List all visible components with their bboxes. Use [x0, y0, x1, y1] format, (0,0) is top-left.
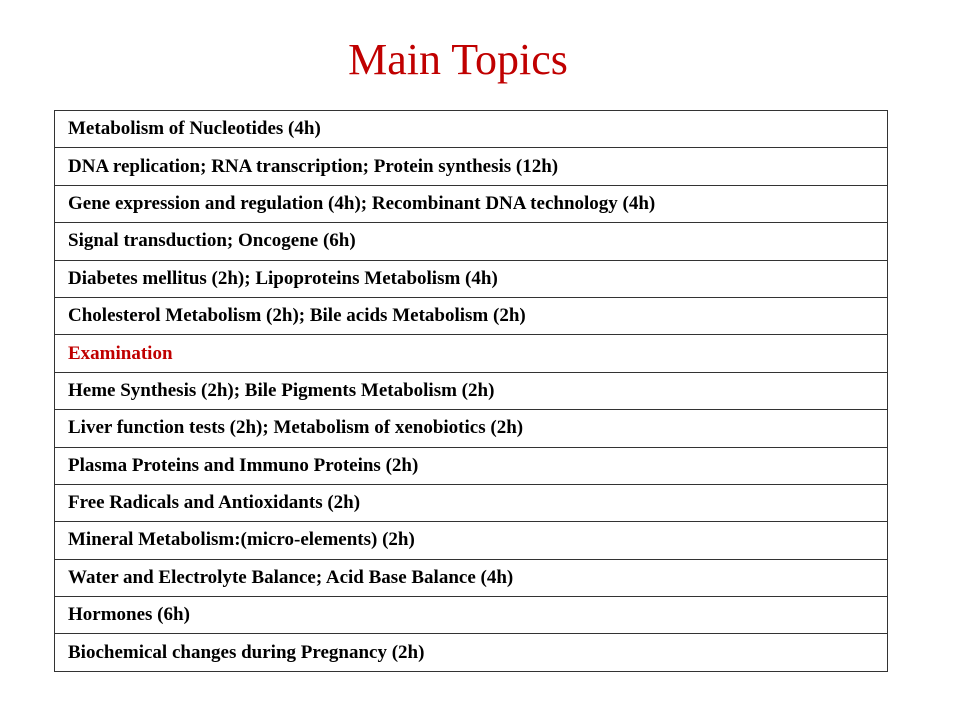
- table-row: [55, 447, 888, 484]
- topic-cell: Heme Synthesis (2h); Bile Pigments Metabolism (2h): [55, 372, 888, 409]
- topic-cell: Plasma Proteins and Immuno Proteins (2h): [55, 447, 888, 484]
- topic-cell: Metabolism of Nucleotides (4h): [55, 111, 888, 148]
- table-row: [55, 297, 888, 334]
- table-row: [55, 185, 888, 222]
- table-row: [55, 484, 888, 521]
- table-row: [55, 223, 888, 260]
- topic-cell: Cholesterol Metabolism (2h); Bile acids Metabolism (2h): [55, 297, 888, 334]
- topic-cell: Biochemical changes during Pregnancy (2h): [55, 634, 888, 671]
- page-title: Main Topics: [348, 35, 568, 84]
- table-row: [55, 597, 888, 634]
- table-row: [55, 335, 888, 372]
- topic-cell: Water and Electrolyte Balance; Acid Base Balance (4h): [55, 559, 888, 596]
- topic-cell: Mineral Metabolism:(micro-elements) (2h): [55, 522, 888, 559]
- table-row: [55, 559, 888, 596]
- table-row: [55, 148, 888, 185]
- table-row: [55, 634, 888, 671]
- table-row: [55, 372, 888, 409]
- table-row: [55, 410, 888, 447]
- topic-cell: Diabetes mellitus (2h); Lipoproteins Metabolism (4h): [55, 260, 888, 297]
- table-row: [55, 111, 888, 148]
- topic-cell: DNA replication; RNA transcription; Protein synthesis (12h): [55, 148, 888, 185]
- topic-cell-highlight: Examination: [55, 335, 888, 372]
- table-row: [55, 522, 888, 559]
- table-row: [55, 260, 888, 297]
- topic-cell: Gene expression and regulation (4h); Recombinant DNA technology (4h): [55, 185, 888, 222]
- topics-table: [54, 110, 888, 672]
- topic-cell: Free Radicals and Antioxidants (2h): [55, 484, 888, 521]
- topic-cell: Liver function tests (2h); Metabolism of xenobiotics (2h): [55, 410, 888, 447]
- topic-cell: Hormones (6h): [55, 597, 888, 634]
- topics-table-body: [55, 111, 888, 672]
- topic-cell: Signal transduction; Oncogene (6h): [55, 223, 888, 260]
